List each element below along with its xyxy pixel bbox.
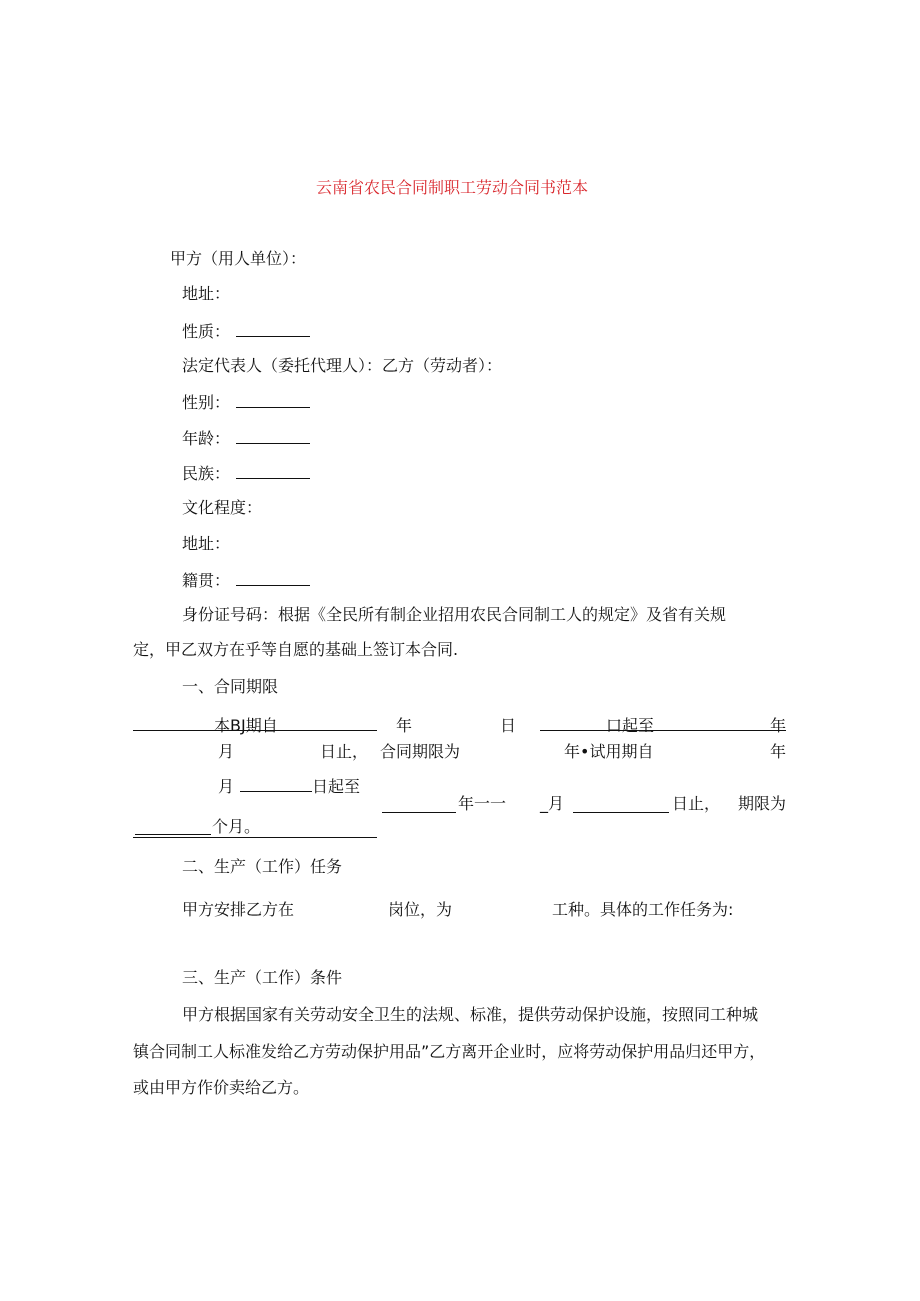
term-end-year-label: 年 <box>770 716 787 735</box>
education-label: 文化程度： <box>182 498 263 517</box>
gender-blank[interactable] <box>236 391 310 408</box>
party-a-heading: 甲方（用人单位）： <box>170 249 307 268</box>
probation-months-label: 个月。 <box>212 817 261 836</box>
nature-blank[interactable] <box>236 320 310 337</box>
probation-month-row <box>218 775 360 797</box>
probation-length-label: 期限为 <box>738 794 787 813</box>
party-a-nature-label: 性质： <box>182 322 231 341</box>
section-3-line-3: 或由甲方作价卖给乙方。 <box>133 1078 310 1097</box>
ethnicity-row <box>182 462 310 484</box>
origin-row <box>182 569 310 591</box>
probation-year-label: 年 <box>770 742 787 761</box>
origin-label: 籍贯： <box>182 571 231 590</box>
probation-day-blank[interactable] <box>240 775 312 792</box>
task-detail-label: 工种。具体的工作任务为: <box>552 900 734 919</box>
party-b-address-label: 地址： <box>182 534 231 553</box>
task-job-label: 岗位，为 <box>388 900 453 919</box>
gender-label: 性别： <box>182 393 231 412</box>
intro-line-2: 定，甲乙双方在乎等自愿的基础上签订本合同. <box>133 640 459 659</box>
term-blank-2[interactable] <box>540 730 786 731</box>
task-position-label: 甲方安排乙方在 <box>182 900 295 919</box>
probation-until-label: 日起至 <box>312 777 361 796</box>
ethnicity-blank[interactable] <box>236 462 310 479</box>
probation-end-day-blank[interactable] <box>573 812 669 813</box>
age-label: 年龄： <box>182 429 231 448</box>
probation-end-year-label: 年一一 <box>458 794 507 813</box>
intro-line-1: 身份证号码：根据《全民所有制企业招用农民合同制工人的规定》及省有关规 <box>182 605 727 624</box>
term-day-label: 日 <box>500 716 517 735</box>
term-month-label: 月 <box>218 742 235 761</box>
document-title: 云南省农民合同制职工劳动合同书范本 <box>316 178 589 197</box>
term-blank-1[interactable] <box>133 730 377 731</box>
gender-row <box>182 391 310 413</box>
age-blank[interactable] <box>236 427 310 444</box>
section-3-heading: 三、生产（工作）条件 <box>182 968 343 987</box>
probation-start-label: 年•试用期自 <box>564 742 654 761</box>
probation-month-label: 月 <box>218 777 235 796</box>
term-start-label: 本BJ期自 <box>214 716 278 735</box>
section-1-heading: 一、合同期限 <box>182 677 279 696</box>
probation-end-label: 日止， <box>672 794 721 813</box>
party-a-nature-row <box>182 320 310 342</box>
ethnicity-label: 民族： <box>182 464 231 483</box>
probation-end-month-label: _月 <box>540 794 565 813</box>
probation-months-blank[interactable] <box>135 834 211 835</box>
legal-rep-label: 法定代表人（委托代理人）：乙方（劳动者）： <box>182 356 503 375</box>
party-a-address-label: 地址： <box>182 284 231 303</box>
term-period-label: 合同期限为 <box>380 742 461 761</box>
term-until-label: 口起至 <box>606 716 655 735</box>
term-blank-3[interactable] <box>133 837 377 838</box>
age-row <box>182 427 310 449</box>
section-3-line-2: 镇合同制工人标准发给乙方劳动保护用品”乙方离开企业时，应将劳动保护用品归还甲方， <box>133 1042 766 1061</box>
origin-blank[interactable] <box>236 569 310 586</box>
section-2-heading: 二、生产（工作）任务 <box>182 857 343 876</box>
section-3-line-1: 甲方根据国家有关劳动安全卫生的法规、标准，提供劳动保护设施，按照同工种城 <box>182 1005 759 1024</box>
term-end-label: 日止， <box>320 742 369 761</box>
probation-end-year-blank[interactable] <box>382 812 456 813</box>
term-year-label: 年 <box>396 716 413 735</box>
